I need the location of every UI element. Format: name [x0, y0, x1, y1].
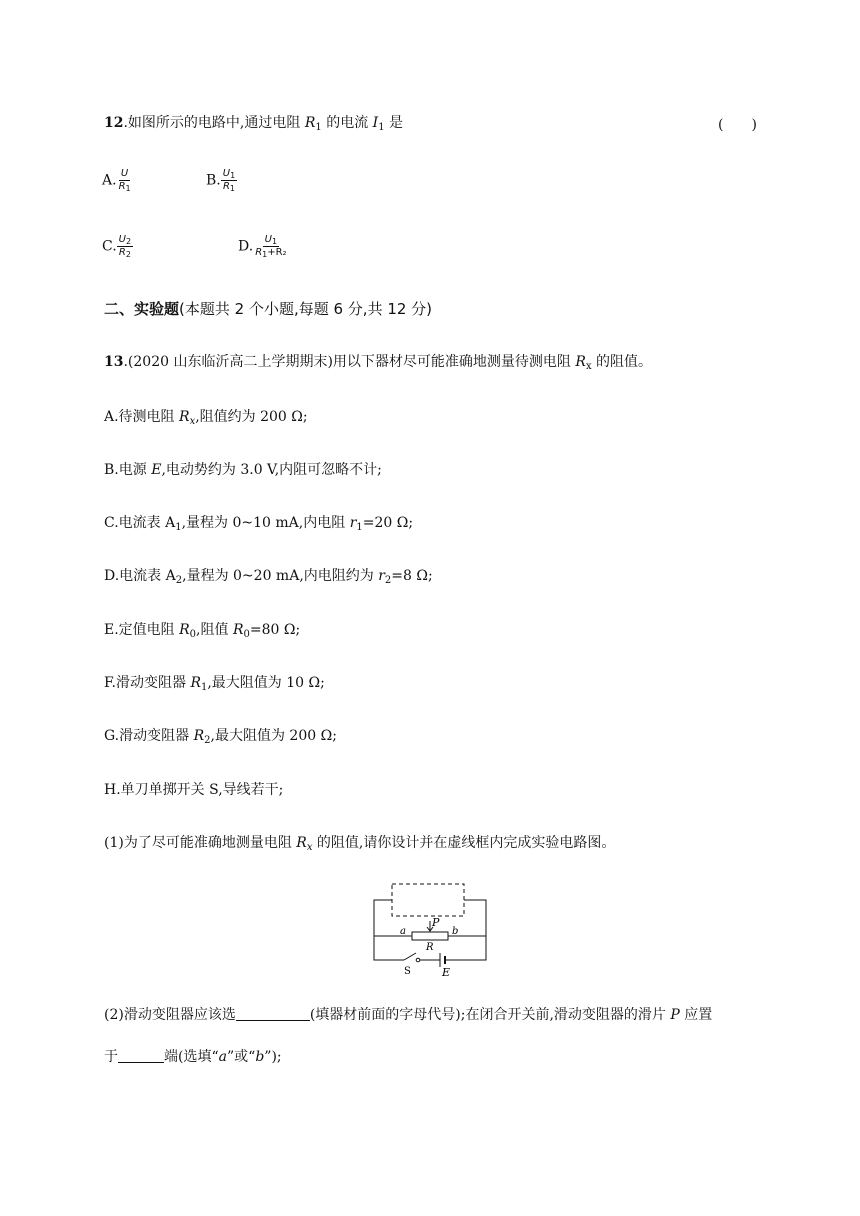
- fraction: $\frac{U_1}{R_1}$: [222, 168, 236, 193]
- label-b: b: [452, 926, 459, 937]
- item-h: H.单刀单掷开关 S,导线若干;: [104, 782, 284, 798]
- label-R: R: [426, 942, 434, 953]
- rheostat-resistor: [412, 932, 448, 940]
- label-a: a: [400, 926, 406, 937]
- part-2-line1: (2)滑动变阻器应该选 (填器材前面的字母代号);在闭合开关前,滑动变阻器的滑片 P 应置: [104, 1007, 713, 1023]
- wire-left-bottom: [374, 936, 404, 960]
- item-e: E.定值电阻 $R_0$,阻值 $R_0=80$ Ω;: [104, 622, 301, 640]
- wire-right-bottom: [445, 936, 486, 960]
- q12-option-c: C. $\frac{U_2}{R_2}$: [102, 234, 132, 259]
- label-P: P: [432, 916, 440, 929]
- section-heading: 二、实验题(本题共 2 个小题,每题 6 分,共 12 分): [104, 300, 433, 318]
- part-1: (1)为了尽可能准确地测量电阻 $R_x$ 的阻值,请你设计并在虚线框内完成实验电路图。: [104, 835, 616, 853]
- switch-blade: [404, 953, 416, 960]
- q12-option-b: B. $\frac{U_1}{R_1}$: [206, 168, 236, 193]
- answer-blank-1[interactable]: [236, 1006, 310, 1021]
- item-a: A.待测电阻 $R_x$,阻值约为 200 Ω;: [104, 409, 308, 427]
- q12-option-a: A. $\frac{U}{R_1}$: [102, 168, 131, 193]
- answer-paren: ( ): [718, 117, 757, 133]
- dashed-design-box: [392, 884, 464, 916]
- item-f: F.滑动变阻器 $R_1$,最大阻值为 10 Ω;: [104, 675, 325, 693]
- part-2-line2: 于 端(选填“a”或“b”);: [104, 1049, 282, 1065]
- q12-stem: 12.如图所示的电路中,通过电阻 $R_1$ 的电流 $I_1$ 是: [104, 115, 404, 133]
- item-b: B.电源 E,电动势约为 3.0 V,内阻可忽略不计;: [104, 462, 382, 478]
- item-d: D.电流表 $A_2$,量程为 0~20 mA,内电阻约为 $r_2=8$ Ω;: [104, 568, 433, 586]
- fraction: $\frac{U_1}{R_1+R_2}$: [255, 234, 287, 259]
- wire-left-top: [374, 900, 392, 936]
- label-E: E: [442, 966, 451, 978]
- circuit-diagram: [360, 878, 500, 978]
- item-c: C.电流表 $A_1$,量程为 0~10 mA,内电阻 $r_1=20$ Ω;: [104, 515, 414, 533]
- fraction: $\frac{U}{R_1}$: [118, 168, 131, 193]
- switch-contact: [416, 958, 420, 962]
- q13-stem: 13.(2020 山东临沂高二上学期期末)用以下器材尽可能准确地测量待测电阻 $R_x$ 的阻值。: [104, 354, 653, 372]
- q13-number: 13: [104, 354, 124, 370]
- wire-right-top: [464, 900, 486, 936]
- q12-number: 12: [104, 115, 124, 131]
- q12-option-d: D. $\frac{U_1}{R_1+R_2}$: [238, 234, 287, 259]
- label-S: S: [404, 966, 411, 977]
- answer-blank-2[interactable]: [118, 1048, 164, 1063]
- fraction: $\frac{U_2}{R_2}$: [118, 234, 132, 259]
- item-g: G.滑动变阻器 $R_2$,最大阻值为 200 Ω;: [104, 728, 337, 746]
